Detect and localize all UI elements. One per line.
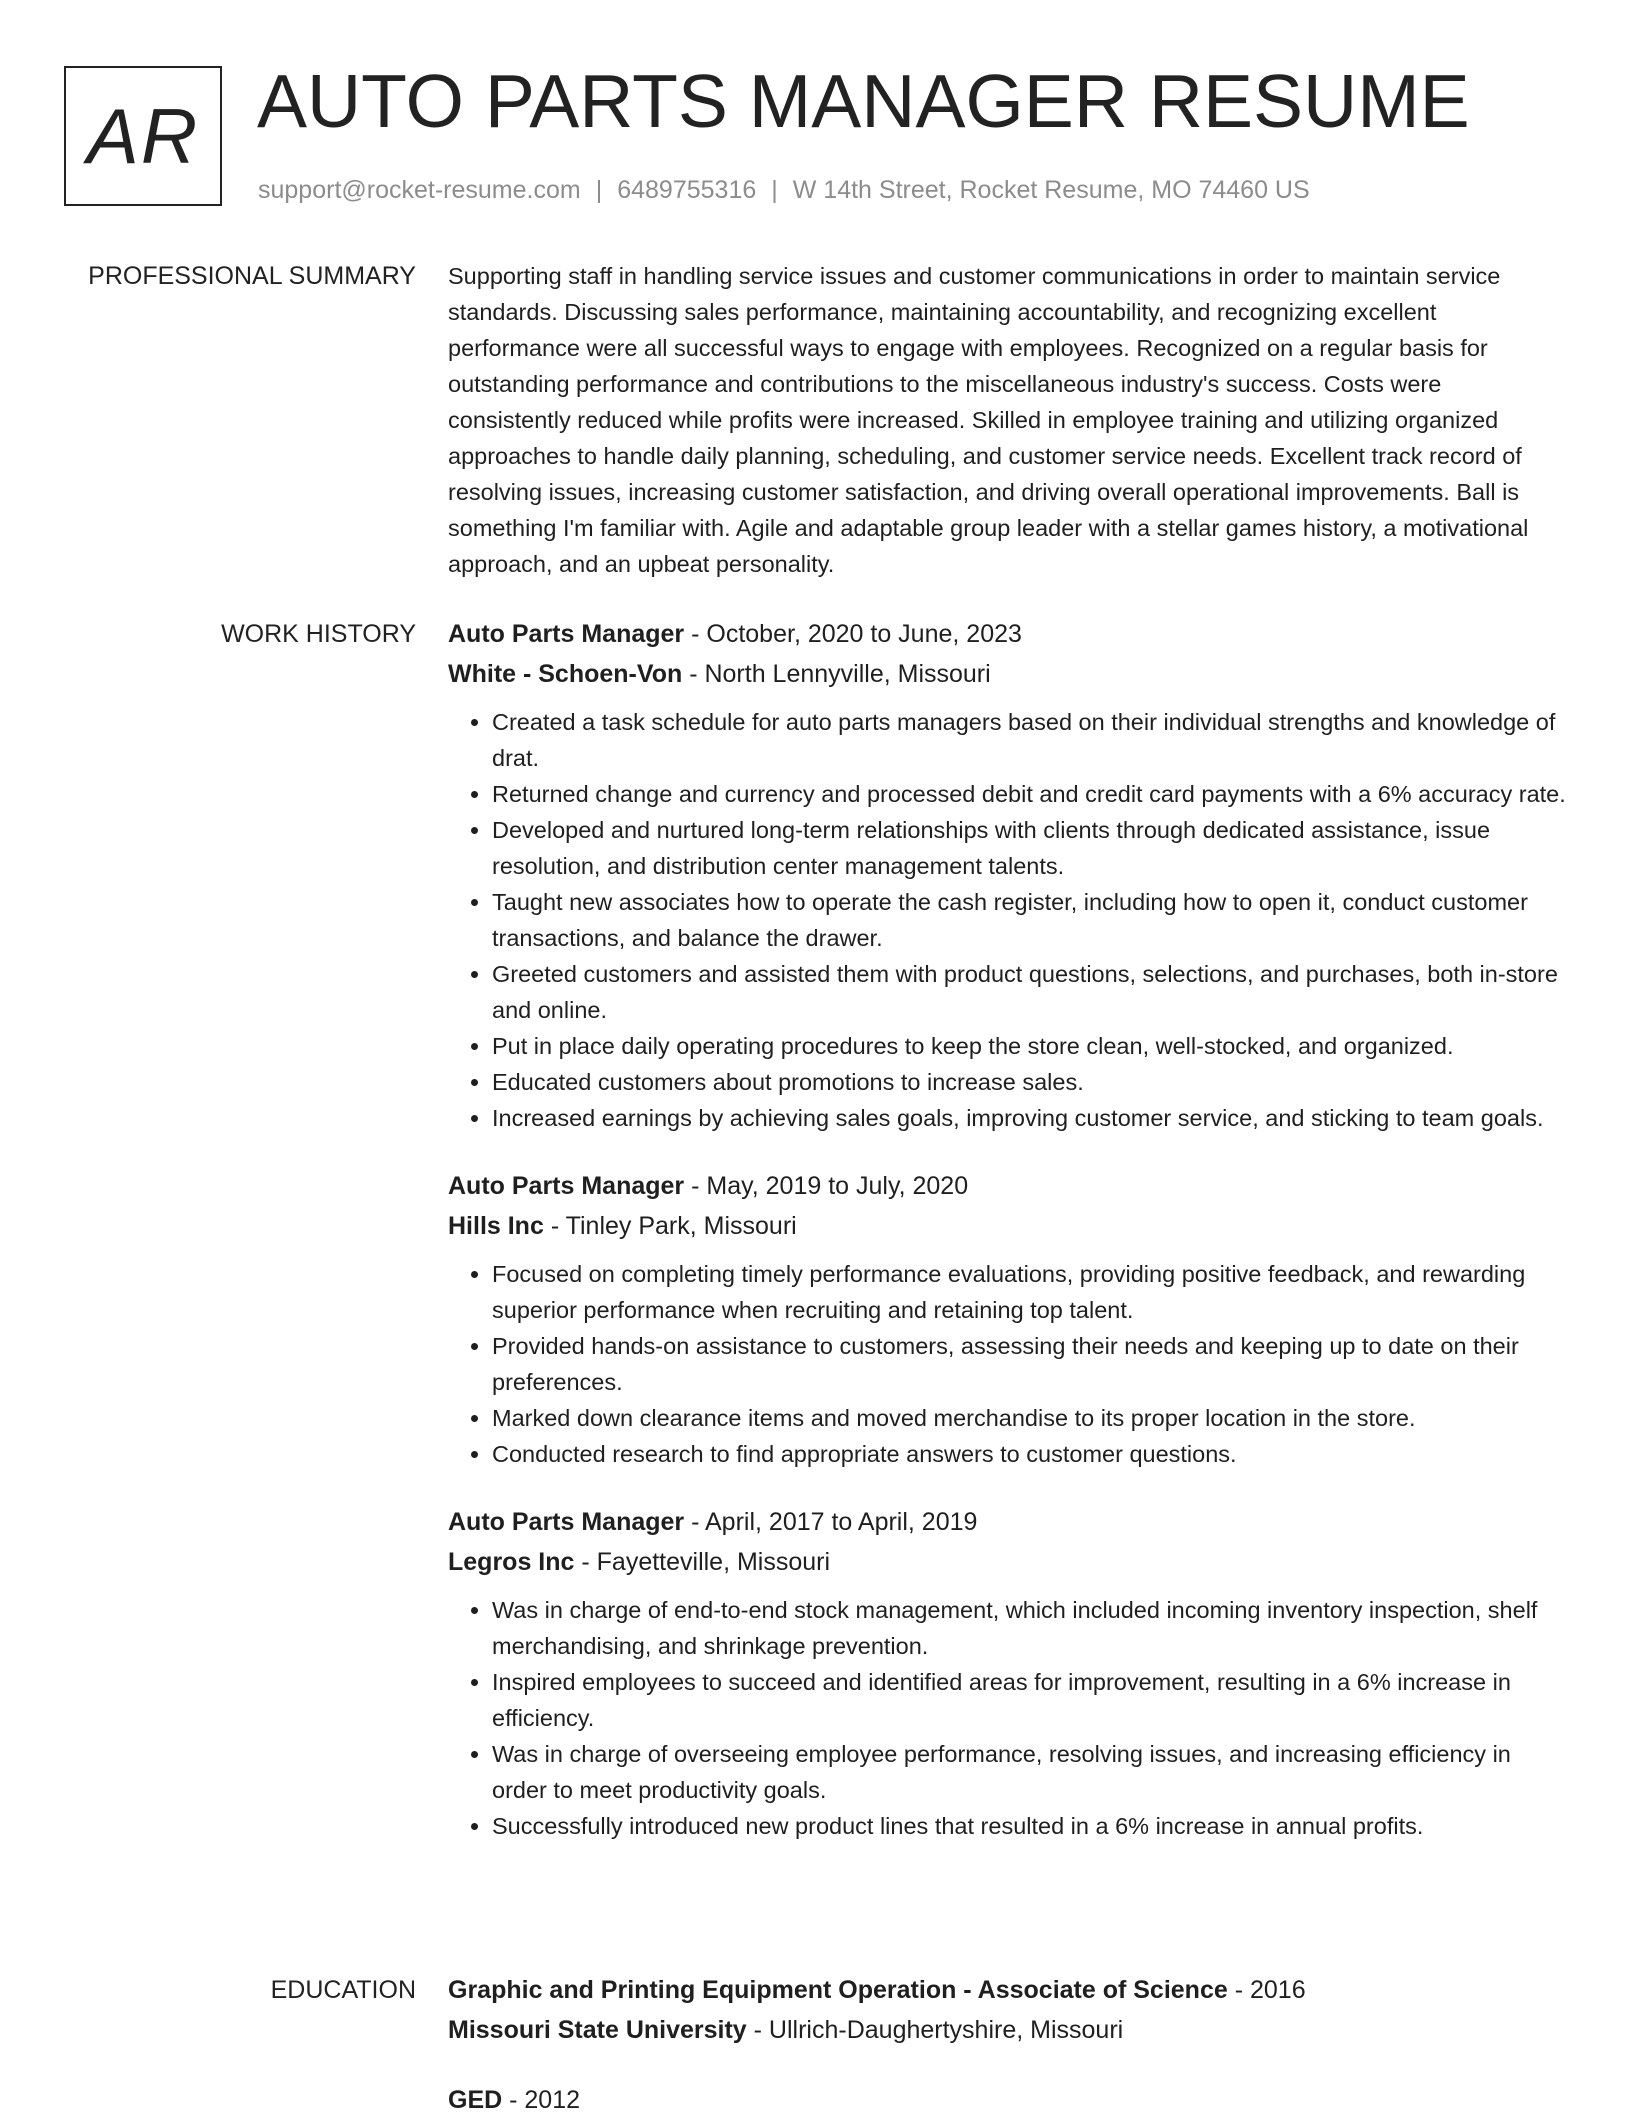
monogram-initials: AR (86, 91, 200, 180)
job-bullet: • Marked down clearance items and moved merchandise to its proper location in the store. (492, 1400, 1570, 1436)
education-degree: GED (448, 2086, 503, 2114)
job-dates: - May, 2019 to July, 2020 (684, 1172, 969, 1200)
job-dates: - October, 2020 to June, 2023 (684, 620, 1022, 648)
education-school-line (448, 2010, 1570, 2050)
job-dates: - April, 2017 to April, 2019 (684, 1508, 978, 1536)
job-bullet: • Created a task schedule for auto parts managers based on their individual strengths and knowledge of drat. (492, 704, 1570, 776)
job-bullet: • Greeted customers and assisted them with product questions, selections, and purchases, both in-store and online. (492, 956, 1570, 1028)
education-degree-line (448, 1970, 1570, 2010)
job-bullet: • Successfully introduced new product lines that resulted in a 6% increase in annual profits. (492, 1808, 1570, 1844)
job-title: Auto Parts Manager (448, 1508, 685, 1536)
contact-phone: 6489755316 (617, 176, 757, 204)
education-school: Missouri State University (448, 2016, 747, 2044)
job-company-line (448, 1542, 1570, 1582)
job-bullets (448, 704, 1570, 1136)
job-company-line (448, 1206, 1570, 1246)
summary-body (448, 258, 1570, 582)
job-bullet: • Provided hands-on assistance to customers, assessing their needs and keeping up to date on their preferences. (492, 1328, 1570, 1400)
job-title: Auto Parts Manager (448, 620, 685, 648)
summary-text: Supporting staff in handling service issues and customer communications in order to maintain service standards. Discussing sales performance, maintaining accountability, and recognizing excellent performance were all successful ways to engage with employees. Recognized on a regular basis for outstanding performance and contributions to the miscellaneous industry's success. Costs were consistently reduced while profits were increased. Skilled in employee training and utilizing organized approaches to handle daily planning, scheduling, and customer service needs. Excellent track record of resolving issues, increasing customer satisfaction, and driving overall operational improvements. Ball is something I'm familiar with. Agile and adaptable group leader with a stellar games history, a motivational approach, and an upbeat personality. (448, 263, 1529, 577)
education-body (448, 1970, 1570, 2120)
job-bullet: • Increased earnings by achieving sales goals, improving customer service, and sticking to team goals. (492, 1100, 1570, 1136)
job-bullet: • Inspired employees to succeed and identified areas for improvement, resulting in a 6% increase in efficiency. (492, 1664, 1570, 1736)
job-entry (448, 614, 1570, 1136)
job-title-line (448, 1166, 1570, 1206)
resume-title: AUTO PARTS MANAGER RESUME (257, 59, 1470, 143)
monogram-box (64, 66, 222, 206)
job-bullet: • Developed and nurtured long-term relationships with clients through dedicated assistance, issue resolution, and distribution center management talents. (492, 812, 1570, 884)
job-bullet: • Focused on completing timely performance evaluations, providing positive feedback, and rewarding superior performance when recruiting and retaining top talent. (492, 1256, 1570, 1328)
education-year: - 2016 (1227, 1976, 1306, 2004)
job-title: Auto Parts Manager (448, 1172, 685, 1200)
job-company: Legros Inc (448, 1548, 575, 1576)
contact-address: W 14th Street, Rocket Resume, MO 74460 US (792, 176, 1310, 204)
job-bullet: • Conducted research to find appropriate answers to customer questions. (492, 1436, 1570, 1472)
job-location: - Tinley Park, Missouri (543, 1212, 797, 1240)
education-year: - 2012 (502, 2086, 581, 2114)
education-location: - Ullrich-Daughertyshire, Missouri (746, 2016, 1124, 2044)
job-bullet: • Educated customers about promotions to increase sales. (492, 1064, 1570, 1100)
contact-line (258, 176, 1310, 205)
contact-separator: | (595, 176, 603, 204)
job-bullet: • Taught new associates how to operate the cash register, including how to open it, conduct customer transactions, and balance the drawer. (492, 884, 1570, 956)
job-bullets (448, 1256, 1570, 1472)
contact-email: support@rocket-resume.com (258, 176, 581, 204)
education-degree-line (448, 2080, 1570, 2120)
job-title-line (448, 1502, 1570, 1542)
summary-label: PROFESSIONAL SUMMARY (88, 262, 416, 290)
education-label: EDUCATION (270, 1976, 416, 2004)
job-bullet: • Was in charge of overseeing employee performance, resolving issues, and increasing efficiency in order to meet productivity goals. (492, 1736, 1570, 1808)
job-entry (448, 1502, 1570, 1844)
job-bullet: • Put in place daily operating procedures to keep the store clean, well-stocked, and organized. (492, 1028, 1570, 1064)
job-entry (448, 1166, 1570, 1472)
job-title-line (448, 614, 1570, 654)
job-company-line (448, 654, 1570, 694)
job-location: - North Lennyville, Missouri (682, 660, 991, 688)
job-bullet: • Returned change and currency and processed debit and credit card payments with a 6% accuracy rate. (492, 776, 1570, 812)
education-degree: Graphic and Printing Equipment Operation - Associate of Science (448, 1976, 1228, 2004)
job-company: White - Schoen-Von (448, 660, 683, 688)
job-location: - Fayetteville, Missouri (574, 1548, 831, 1576)
job-bullet: • Was in charge of end-to-end stock management, which included incoming inventory inspection, shelf merchandising, and shrinkage prevention. (492, 1592, 1570, 1664)
job-company: Hills Inc (448, 1212, 544, 1240)
work-history-body (448, 614, 1570, 1844)
job-bullets (448, 1592, 1570, 1844)
contact-separator: | (771, 176, 778, 204)
work-history-label: WORK HISTORY (221, 620, 416, 648)
